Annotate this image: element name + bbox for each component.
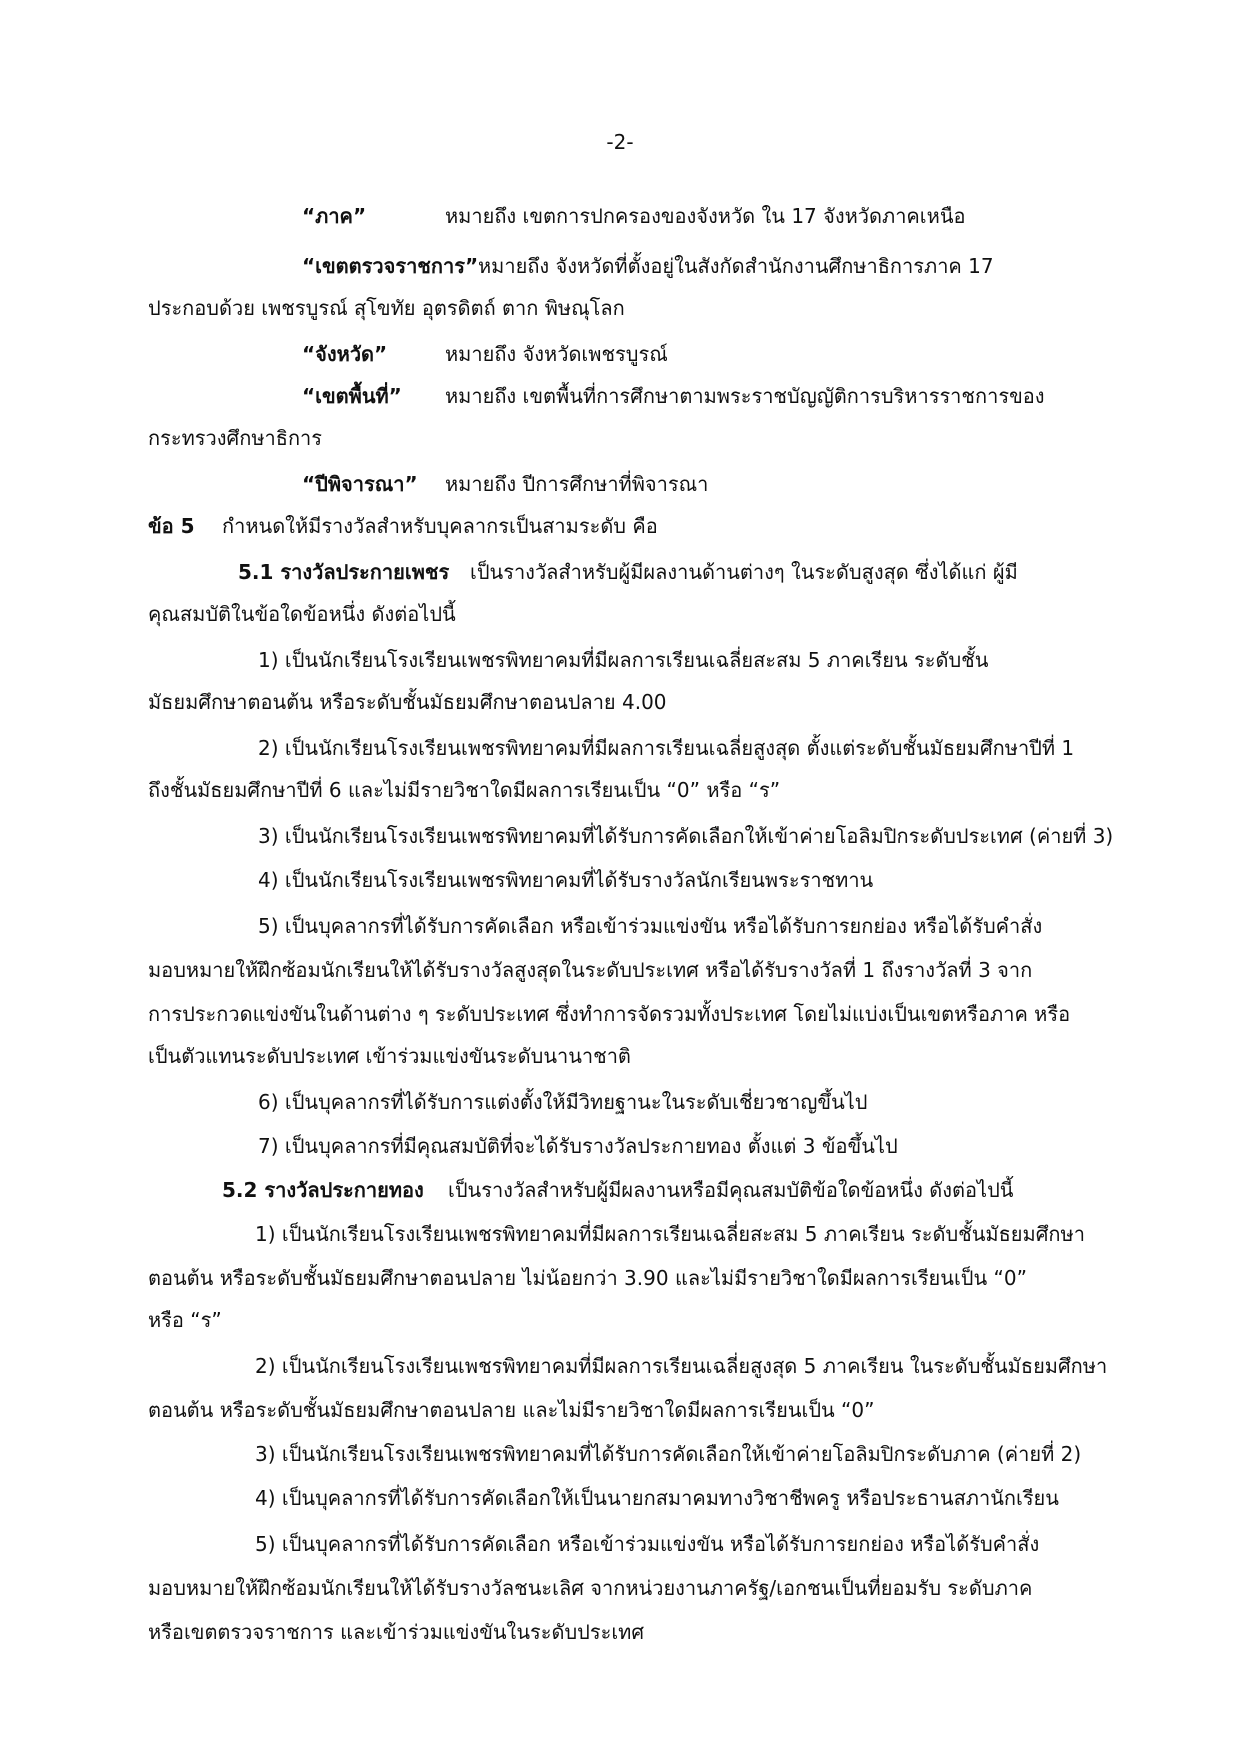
list-item: 5) เป็นบุคลากรที่ได้รับการคัดเลือก หรือเข้าร่วมแข่งขัน หรือได้รับการยกย่อง หรือได้รับคำสั่ง — [255, 1532, 1040, 1556]
section-continuation: คุณสมบัติในข้อใดข้อหนึ่ง ดังต่อไปนี้ — [148, 602, 456, 626]
list-item-continuation: หรือเขตตรวจราชการ และเข้าร่วมแข่งขันในระดับประเทศ — [148, 1620, 645, 1644]
list-item-continuation: เป็นตัวแทนระดับประเทศ เข้าร่วมแข่งขันระดับนานาชาติ — [148, 1044, 631, 1068]
definition-term: “เขตพื้นที่” — [302, 384, 402, 408]
definition-term: “จังหวัด” — [302, 342, 388, 366]
list-item: 2) เป็นนักเรียนโรงเรียนเพชรพิทยาคมที่มีผลการเรียนเฉลี่ยสูงสุด ตั้งแต่ระดับชั้นมัธยมศึกษาปีที่ 1 — [258, 736, 1075, 760]
list-item: 1) เป็นนักเรียนโรงเรียนเพชรพิทยาคมที่มีผลการเรียนเฉลี่ยสะสม 5 ภาคเรียน ระดับชั้นมัธยมศึกษา — [255, 1222, 1085, 1246]
definition-text: หมายถึง จังหวัดที่ตั้งอยู่ในสังกัดสำนักงานศึกษาธิการภาค 17 — [478, 254, 994, 278]
definition-province — [302, 340, 387, 368]
section-heading: 5.2 รางวัลประกายทอง — [222, 1178, 424, 1202]
list-item-continuation: มอบหมายให้ฝึกซ้อมนักเรียนให้ได้รับรางวัลชนะเลิศ จากหน่วยงานภาครัฐ/เอกชนเป็นที่ยอมรับ ระดับภาค — [148, 1576, 1033, 1600]
definition-continuation: ประกอบด้วย เพชรบูรณ์ สุโขทัย อุตรดิตถ์ ตาก พิษณุโลก — [148, 296, 625, 320]
list-item: 6) เป็นบุคลากรที่ได้รับการแต่งตั้งให้มีวิทยฐานะในระดับเชี่ยวชาญขึ้นไป — [258, 1090, 868, 1114]
list-item: 5) เป็นบุคลากรที่ได้รับการคัดเลือก หรือเข้าร่วมแข่งขัน หรือได้รับการยกย่อง หรือได้รับคำสั่ง — [258, 914, 1043, 938]
list-item-continuation: ถึงชั้นมัธยมศึกษาปีที่ 6 และไม่มีรายวิชาใดมีผลการเรียนเป็น “0” หรือ “ร” — [148, 778, 781, 802]
list-item-continuation: ตอนต้น หรือระดับชั้นมัธยมศึกษาตอนปลาย ไม่น้อยกว่า 3.90 และไม่มีรายวิชาใดมีผลการเรียนเป็น “0” — [148, 1266, 1027, 1290]
definition-area — [302, 382, 402, 410]
list-item: 3) เป็นนักเรียนโรงเรียนเพชรพิทยาคมที่ได้รับการคัดเลือกให้เข้าค่ายโอลิมปิกระดับประเทศ (ค่ายที่ 3) — [258, 824, 1114, 848]
list-item-continuation: มอบหมายให้ฝึกซ้อมนักเรียนให้ได้รับรางวัลสูงสุดในระดับประเทศ หรือได้รับรางวัลที่ 1 ถึงรางวัลที่ 3 จาก — [148, 958, 1033, 982]
definition-term: “เขตตรวจราชการ” — [302, 254, 479, 278]
definition-text: หมายถึง เขตการปกครองของจังหวัด ใน 17 จังหวัดภาคเหนือ — [445, 204, 966, 228]
section-text: เป็นรางวัลสำหรับผู้มีผลงานด้านต่างๆ ในระดับสูงสุด ซึ่งได้แก่ ผู้มี — [470, 560, 1018, 584]
definition-region — [302, 202, 366, 230]
definition-continuation: กระทรวงศึกษาธิการ — [148, 426, 323, 450]
list-item-continuation: การประกวดแข่งขันในด้านต่าง ๆ ระดับประเทศ ซึ่งทำการจัดรวมทั้งประเทศ โดยไม่แบ่งเป็นเขตหรือภาค หรือ — [148, 1002, 1071, 1026]
list-item: 3) เป็นนักเรียนโรงเรียนเพชรพิทยาคมที่ได้รับการคัดเลือกให้เข้าค่ายโอลิมปิกระดับภาค (ค่ายที่ 2) — [255, 1442, 1082, 1466]
definition-inspection-zone — [302, 252, 478, 280]
definition-text: หมายถึง จังหวัดเพชรบูรณ์ — [445, 342, 668, 366]
page-number: -2- — [606, 130, 634, 154]
section-text: เป็นรางวัลสำหรับผู้มีผลงานหรือมีคุณสมบัติข้อใดข้อหนึ่ง ดังต่อไปนี้ — [448, 1178, 1014, 1202]
list-item-continuation: ตอนต้น หรือระดับชั้นมัธยมศึกษาตอนปลาย และไม่มีรายวิชาใดมีผลการเรียนเป็น “0” — [148, 1398, 875, 1422]
definition-year — [302, 470, 418, 498]
definition-term: “ภาค” — [302, 204, 367, 228]
definition-term: “ปีพิจารณา” — [302, 472, 418, 496]
list-item: 2) เป็นนักเรียนโรงเรียนเพชรพิทยาคมที่มีผลการเรียนเฉลี่ยสูงสุด 5 ภาคเรียน ในระดับชั้นมัธยมศึกษา — [255, 1354, 1108, 1378]
list-item-continuation: มัธยมศึกษาตอนต้น หรือระดับชั้นมัธยมศึกษาตอนปลาย 4.00 — [148, 690, 667, 714]
list-item: 7) เป็นบุคลากรที่มีคุณสมบัติที่จะได้รับรางวัลประกายทอง ตั้งแต่ 3 ข้อขึ้นไป — [258, 1134, 898, 1158]
list-item: 1) เป็นนักเรียนโรงเรียนเพชรพิทยาคมที่มีผลการเรียนเฉลี่ยสะสม 5 ภาคเรียน ระดับชั้น — [258, 648, 989, 672]
list-item: 4) เป็นบุคลากรที่ได้รับการคัดเลือกให้เป็นนายกสมาคมทางวิชาชีพครู หรือประธานสภานักเรียน — [255, 1486, 1059, 1510]
list-item-continuation: หรือ “ร” — [148, 1308, 222, 1332]
definition-text: หมายถึง เขตพื้นที่การศึกษาตามพระราชบัญญัติการบริหารราชการของ — [445, 384, 1045, 408]
list-item: 4) เป็นนักเรียนโรงเรียนเพชรพิทยาคมที่ได้รับรางวัลนักเรียนพระราชทาน — [258, 868, 874, 892]
definition-text: หมายถึง ปีการศึกษาที่พิจารณา — [445, 472, 709, 496]
article-text: กำหนดให้มีรางวัลสำหรับบุคลากรเป็นสามระดับ คือ — [222, 514, 658, 538]
section-heading: 5.1 รางวัลประกายเพชร — [238, 560, 450, 584]
article-label: ข้อ 5 — [148, 514, 195, 538]
